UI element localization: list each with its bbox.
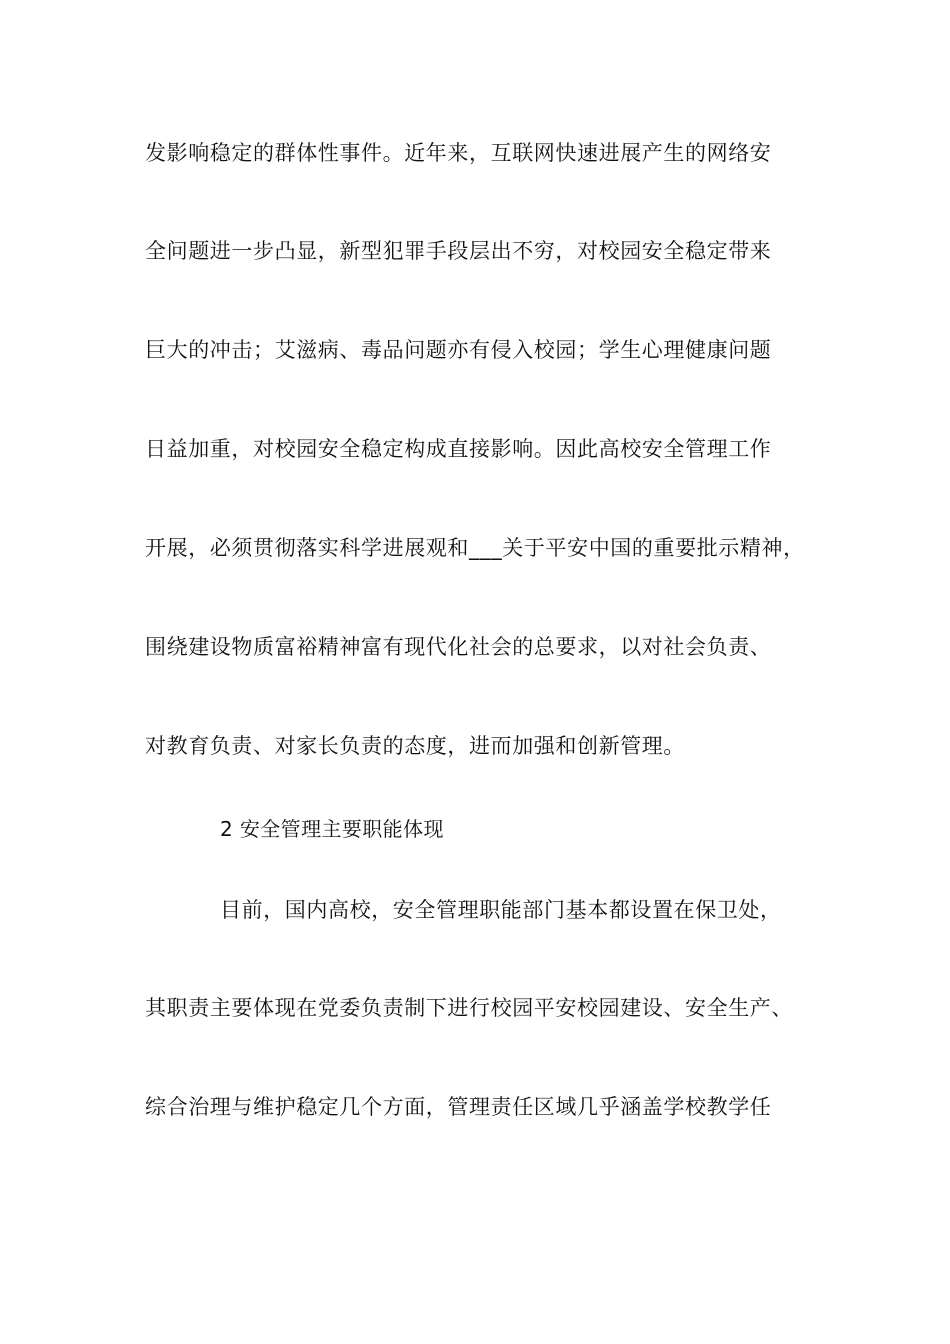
- paragraph-line: 日益加重，对校园安全稳定构成直接影响。因此高校安全管理工作: [145, 437, 772, 461]
- paragraph-line: 目前，国内高校，安全管理职能部门基本都设置在保卫处，: [220, 898, 782, 922]
- paragraph-line: 开展，必须贯彻落实科学进展观和___关于平安中国的重要批示精神，: [145, 536, 805, 560]
- paragraph-line: 其职责主要体现在党委负责制下进行校园平安校园建设、安全生产、: [145, 996, 793, 1020]
- paragraph-line: 围绕建设物质富裕精神富有现代化社会的总要求，以对社会负责、: [145, 635, 772, 659]
- section-heading: 2 安全管理主要职能体现: [220, 817, 444, 841]
- paragraph-line: 全问题进一步凸显，新型犯罪手段层出不穷，对校园安全稳定带来: [145, 239, 772, 263]
- paragraph-line: 巨大的冲击；艾滋病、毒品问题亦有侵入校园；学生心理健康问题: [145, 338, 772, 362]
- paragraph-line: 发影响稳定的群体性事件。近年来，互联网快速进展产生的网络安: [145, 141, 772, 165]
- paragraph-line: 综合治理与维护稳定几个方面，管理责任区域几乎涵盖学校教学任: [145, 1095, 772, 1119]
- paragraph-line: 对教育负责、对家长负责的态度，进而加强和创新管理。: [145, 734, 685, 758]
